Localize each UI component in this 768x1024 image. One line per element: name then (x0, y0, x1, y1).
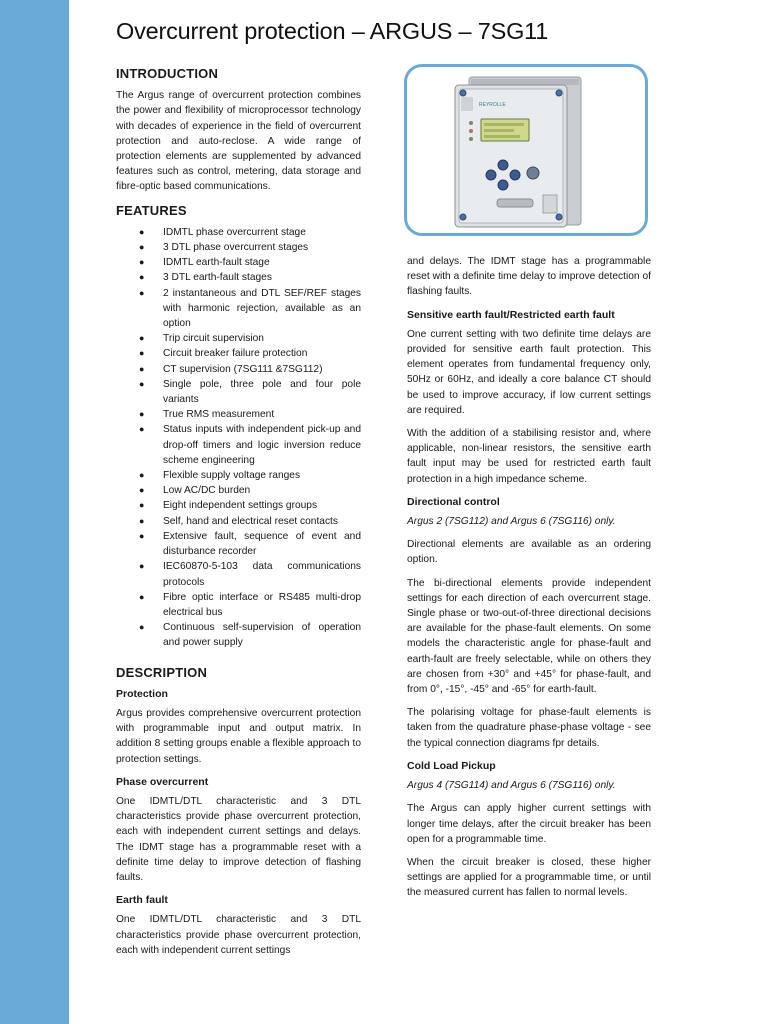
bullet-icon: ● (139, 485, 145, 496)
feature-text: Trip circuit supervision (163, 333, 264, 345)
bullet-icon: ● (139, 272, 145, 283)
bullet-icon: ● (139, 348, 145, 359)
feature-item (116, 514, 361, 529)
feature-item (116, 559, 361, 589)
sensitive-earth-fault-heading: Sensitive earth fault/Restricted earth fault (407, 308, 615, 321)
feature-text: Circuit breaker failure protection (163, 348, 308, 360)
feature-item (116, 270, 361, 285)
left-column (116, 66, 361, 966)
feature-text: Flexible supply voltage ranges (163, 470, 301, 482)
directional-control-text: Directional elements are available as an ordering option. (407, 539, 651, 566)
bullet-icon: ● (139, 409, 145, 420)
feature-text: Fibre optic interface or RS485 multi-drop electrical bus (163, 591, 361, 618)
bullet-icon: ● (139, 378, 145, 389)
bullet-icon: ● (139, 530, 145, 541)
bullet-icon: ● (139, 515, 145, 526)
feature-item (116, 286, 361, 332)
relay-device-image (451, 75, 587, 230)
feature-text: Single pole, three pole and four pole variants (163, 378, 361, 406)
introduction-heading: INTRODUCTION (116, 66, 219, 81)
cold-load-pickup-text: The Argus can apply higher current settings with longer time delays, after the circuit breaker has been open for a programmable time. (407, 803, 651, 845)
feature-text: IEC60870-5-103 data communications protocols (163, 561, 361, 588)
feature-item (116, 498, 361, 513)
feature-item (116, 407, 361, 422)
feature-item (116, 346, 361, 361)
directional-control-text: The polarising voltage for phase-fault elements is taken from the quadrature phase-phase voltage - see the typical connection diagrams fpr details. (407, 707, 651, 749)
earth-fault-heading: Earth fault (116, 894, 168, 907)
feature-text: CT supervision (7SG111 &7SG112) (163, 363, 323, 375)
feature-text: Low AC/DC burden (163, 485, 251, 497)
feature-item (116, 529, 361, 559)
feature-text: 3 DTL earth-fault stages (163, 272, 272, 284)
cold-load-pickup-text: When the circuit breaker is closed, these higher settings are applied for a programmable time, or until the measured current has fallen to normal levels. (407, 856, 651, 899)
phase-overcurrent-heading: Phase overcurrent (116, 775, 209, 788)
feature-item (116, 590, 361, 620)
features-list (116, 225, 361, 651)
feature-text: 2 instantaneous and DTL SEF/REF stages with harmonic rejection, available as an option (163, 287, 361, 330)
feature-item (116, 620, 361, 650)
bullet-icon: ● (139, 591, 145, 602)
feature-item (116, 483, 361, 498)
bullet-icon: ● (139, 424, 145, 435)
feature-item (116, 225, 361, 240)
right-column (407, 254, 651, 909)
protection-text: Argus provides comprehensive overcurrent protection with programmable input and output matrix. In addition 8 setting groups enable a flexible approach to protection settings. (116, 707, 361, 765)
feature-item (116, 422, 361, 468)
feature-item (116, 240, 361, 255)
feature-text: 3 DTL phase overcurrent stages (163, 242, 309, 254)
brand-label: REYROLLE (479, 102, 506, 108)
bullet-icon: ● (139, 287, 145, 298)
description-heading: DESCRIPTION (116, 664, 208, 680)
feature-item (116, 255, 361, 270)
bullet-icon: ● (139, 363, 145, 374)
bullet-icon: ● (139, 333, 145, 344)
directional-control-heading: Directional control (407, 495, 500, 508)
feature-item (116, 377, 361, 407)
earth-fault-text-continued: and delays. The IDMT stage has a programmable reset with a definite time delay to improve detection of flashing faults. (407, 256, 651, 298)
cold-load-pickup-note: Argus 4 (7SG114) and Argus 6 (7SG116) only. (407, 780, 616, 792)
sidebar-stripe (0, 0, 69, 1024)
bullet-icon: ● (139, 257, 145, 268)
page-title: Overcurrent protection – ARGUS – 7SG11 (116, 18, 549, 44)
bullet-icon: ● (139, 242, 145, 253)
feature-text: True RMS measurement (163, 409, 275, 421)
bullet-icon: ● (139, 470, 145, 481)
directional-control-text: The bi-directional elements provide independent settings for each direction of each overcurrent stage. Single phase or two-out-of-three directional decisions are available for the phase-fault elements. On some models the characteristic angle for phase-fault and earth-fault are freely selectable, while on others they are chosen from +30° and +45° for phase-fault, and from 0°, -15°, -45° and -65° for earth-fault. (407, 577, 651, 696)
feature-item (116, 468, 361, 483)
feature-item (116, 362, 361, 377)
sensitive-earth-fault-text: With the addition of a stabilising resistor and, where applicable, non-linear resistors, the sensitive earth fault input may be used for restricted earth fault protection in a high impedance scheme. (407, 428, 651, 485)
feature-text: Continuous self-supervision of operation and power supply (163, 622, 361, 649)
feature-text: IDMTL phase overcurrent stage (163, 226, 306, 238)
feature-text: Extensive fault, sequence of event and disturbance recorder (163, 530, 361, 558)
features-heading: FEATURES (116, 202, 187, 218)
introduction-text: The Argus range of overcurrent protection combines the power and flexibility of microprocessor technology with decades of experience in the field of overcurrent protection and auto-reclose. A wide range of protection elements are supplemented by advanced features such as control, metering, data storage and fibre-optic based communications. (116, 90, 361, 193)
feature-item (116, 331, 361, 346)
bullet-icon: ● (139, 561, 145, 572)
cold-load-pickup-heading: Cold Load Pickup (407, 759, 496, 772)
feature-text: IDMTL earth-fault stage (163, 257, 270, 269)
sensitive-earth-fault-text: One current setting with two definite time delays are provided for sensitive earth fault protection. This element operates from fundamental frequency only, 50Hz or 60Hz, and ideally a core balance CT should be used to improve accuracy, if low current settings are required. (407, 328, 651, 416)
protection-heading: Protection (116, 687, 168, 700)
feature-text: Self, hand and electrical reset contacts (163, 515, 338, 527)
bullet-icon: ● (139, 226, 145, 237)
feature-text: Status inputs with independent pick-up and drop-off timers and logic inversion reduce scheme engineering (163, 424, 361, 466)
phase-overcurrent-text: One IDMTL/DTL characteristic and 3 DTL characteristics provide phase overcurrent protection, each with independent current settings and delays. The IDMT stage has a programmable reset with a definite time delay to improve detection of flashing faults. (116, 795, 361, 883)
directional-control-note: Argus 2 (7SG112) and Argus 6 (7SG116) only. (407, 516, 616, 528)
bullet-icon: ● (139, 622, 145, 633)
bullet-icon: ● (139, 500, 145, 511)
product-photo (404, 64, 648, 236)
earth-fault-text: One IDMTL/DTL characteristic and 3 DTL characteristics provide phase overcurrent protection, each with independent current settings (116, 914, 361, 956)
feature-text: Eight independent settings groups (163, 500, 318, 512)
